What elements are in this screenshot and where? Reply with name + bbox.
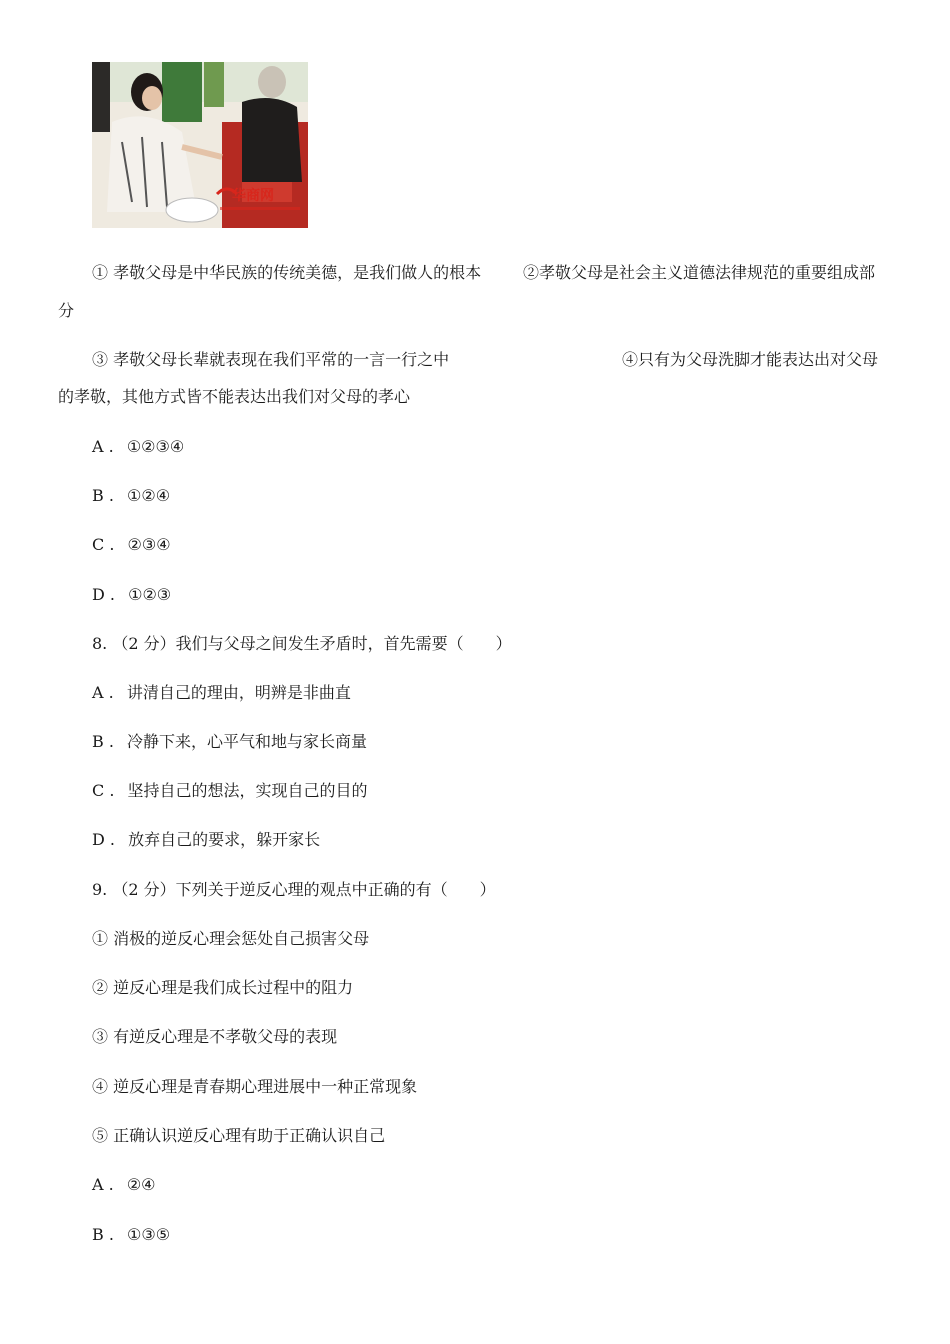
- q8-stem: 8. （2 分）我们与父母之间发生矛盾时，首先需要（ ）: [92, 634, 512, 653]
- q7-statement-3: ③ 孝敬父母长辈就表现在我们平常的一言一行之中: [92, 350, 450, 369]
- q9-statement-3: ③ 有逆反心理是不孝敬父母的表现: [92, 1027, 338, 1046]
- option-label: C .: [92, 781, 115, 800]
- option-text: 冷静下来，心平气和地与家长商量: [127, 732, 368, 751]
- q7-statement-4: ④只有为父母洗脚才能表达出对父母: [622, 350, 879, 369]
- photo-daughter-feeding-elderly-mother: [92, 62, 308, 228]
- option-text: 坚持自己的想法，实现自己的目的: [127, 781, 368, 800]
- option-label: D .: [92, 830, 115, 849]
- q8-option-d[interactable]: [92, 829, 320, 851]
- option-label: B .: [92, 1225, 114, 1244]
- option-label: C .: [92, 535, 115, 554]
- q7-option-c[interactable]: [92, 534, 171, 556]
- option-text: ①②③: [128, 585, 172, 604]
- option-label: A .: [92, 1175, 114, 1194]
- q7-statement-4-continued: 的孝敬，其他方式皆不能表达出我们对父母的孝心: [58, 387, 411, 406]
- q7-statement-2-continued: 分: [58, 301, 75, 320]
- q9-statement-5: ⑤ 正确认识逆反心理有助于正确认识自己: [92, 1126, 386, 1145]
- q7-statement-2: ②孝敬父母是社会主义道德法律规范的重要组成部: [523, 263, 876, 282]
- option-text: 讲清自己的理由，明辨是非曲直: [126, 683, 351, 702]
- q9-statement-4: ④ 逆反心理是青春期心理进展中一种正常现象: [92, 1077, 418, 1096]
- q8-option-a[interactable]: [92, 682, 351, 704]
- option-label: B .: [92, 486, 114, 505]
- q9-option-b[interactable]: [92, 1224, 170, 1246]
- option-label: A .: [92, 683, 114, 702]
- q7-option-d[interactable]: [92, 584, 171, 606]
- q7-option-b[interactable]: [92, 485, 170, 507]
- q7-option-a[interactable]: [92, 436, 184, 458]
- option-label: B .: [92, 732, 114, 751]
- option-label: D .: [92, 585, 115, 604]
- option-text: ①②③④: [126, 437, 185, 456]
- q8-option-c[interactable]: [92, 780, 368, 802]
- q9-statement-1: ① 消极的逆反心理会惩处自己损害父母: [92, 929, 370, 948]
- option-label: A .: [92, 437, 114, 456]
- option-text: ②③④: [127, 535, 171, 554]
- q8-option-b[interactable]: [92, 731, 367, 753]
- q9-option-a[interactable]: [92, 1174, 156, 1196]
- q9-statement-2: ② 逆反心理是我们成长过程中的阻力: [92, 978, 354, 997]
- option-text: ①③⑤: [127, 1225, 171, 1244]
- q9-stem: 9. （2 分）下列关于逆反心理的观点中正确的有（ ）: [92, 880, 496, 899]
- q7-statement-1: ① 孝敬父母是中华民族的传统美德，是我们做人的根本: [92, 263, 482, 282]
- option-text: ①②④: [127, 486, 171, 505]
- watermark-logo: 华商网: [232, 188, 274, 204]
- option-text: 放弃自己的要求，躲开家长: [128, 830, 321, 849]
- option-text: ②④: [126, 1175, 156, 1194]
- photo-illustration: [92, 62, 308, 228]
